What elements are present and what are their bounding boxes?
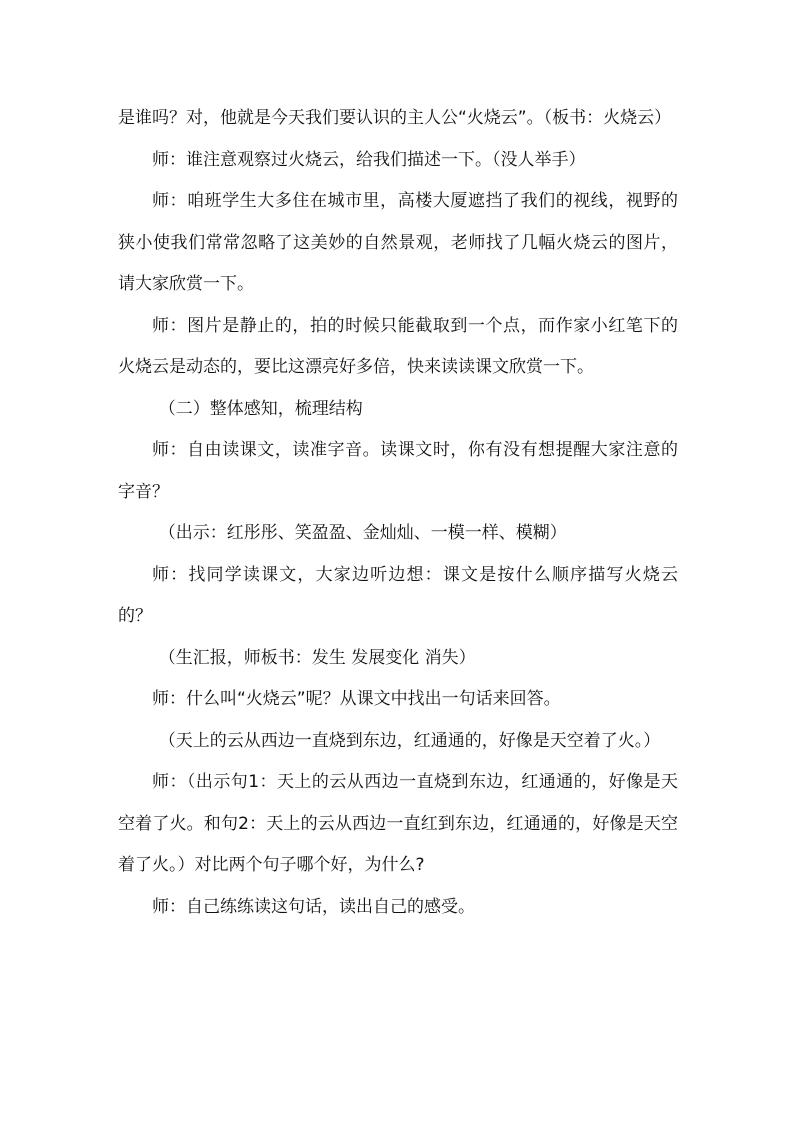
paragraph-answer-sentence: （天上的云从西边一直烧到东边，红通通的，好像是天空着了火。） [158, 730, 661, 751]
paragraph-teacher-ask-observe: 师：谁注意观察过火烧云，给我们描述一下。（没人举手） [152, 149, 586, 170]
paragraph-intro-continued: 是谁吗？对，他就是今天我们要认识的主人公“火烧云”。（板书：火烧云） [118, 108, 672, 128]
paragraph-teacher-static-pictures: 师：图片是静止的，拍的时候只能截取到一个点，而作家小红笔下的火烧云是动态的，要比这漂亮好多倍，快来读读课文欣赏一下。 [118, 315, 678, 377]
paragraph-student-report: （生汇报，师板书：发生 发展变化 消失） [158, 647, 476, 668]
paragraph-teacher-free-reading: 师：自由读课文，读准字音。读课文时，你有没有想提醒大家注意的字音？ [118, 440, 678, 502]
paragraph-teacher-what-is: 师：什么叫“火烧云”呢？从课文中找出一句话来回答。 [152, 689, 561, 709]
section-heading-overall-perception: （二）整体感知，梳理结构 [158, 398, 363, 419]
paragraph-teacher-practice-reading: 师：自己练练读这句话，读出自己的感受。 [152, 896, 475, 917]
paragraph-show-words: （出示：红彤彤、笑盈盈、金灿灿、一模一样、模糊） [158, 523, 567, 543]
document-body [118, 98, 678, 928]
paragraph-teacher-city-pictures: 师：咱班学生大多住在城市里，高楼大厦遮挡了我们的视线，视野的狭小使我们常常忽略了这美妙的自然景观，老师找了几幅火烧云的图片，请大家欣赏一下。 [118, 191, 678, 294]
paragraph-teacher-reading-order: 师：找同学读课文，大家边听边想：课文是按什么顺序描写火烧云的？ [118, 564, 678, 626]
paragraph-teacher-compare-sentences: 师：（出示句1：天上的云从西边一直烧到东边，红通通的，好像是天空着了火。和句2：天上的云从西边一直红到东边，红通通的，好像是天空着了火。）对比两个句子哪个好，为什么? [118, 772, 678, 875]
